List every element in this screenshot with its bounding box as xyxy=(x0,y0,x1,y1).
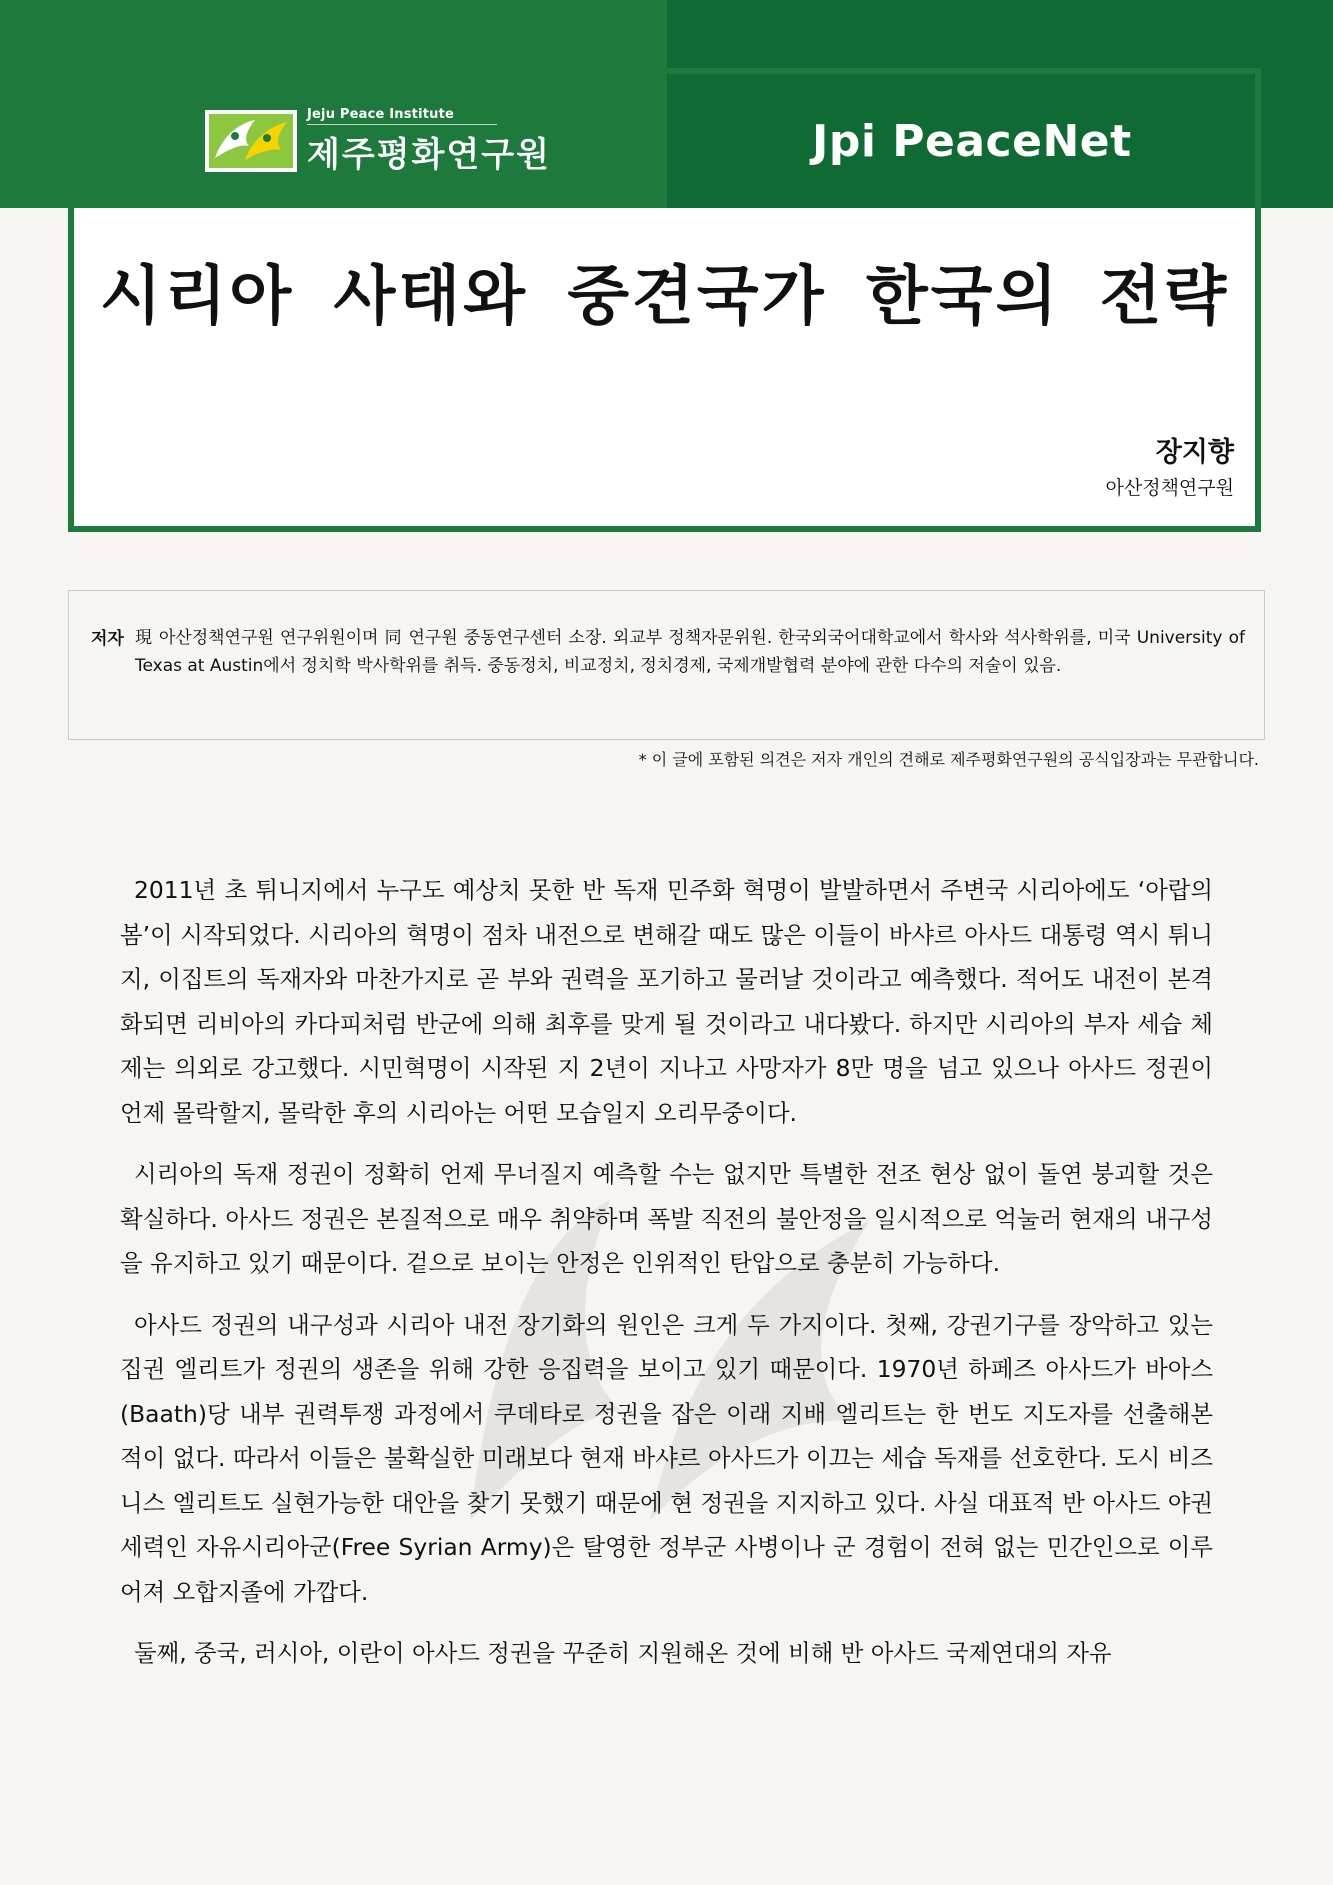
bio-label: 저자 xyxy=(91,629,124,649)
author-bio-box xyxy=(68,590,1265,740)
document-title: 시리아 사태와 중견국가 한국의 전략 xyxy=(99,260,1230,334)
peacenet-brand[interactable]: Jpi PeaceNet xyxy=(812,116,1132,167)
author-name: 장지향 xyxy=(1155,437,1234,468)
paragraph-4: 둘째, 중국, 러시아, 이란이 아사드 정권을 꾸준히 지원해온 것에 비해 반 아사드 국제연대의 자유 xyxy=(134,1639,1112,1667)
disclaimer: * 이 글에 포함된 의견은 저자 개인의 견해로 제주평화연구원의 공식입장과는 무관합니다. xyxy=(638,750,1259,769)
paragraph-1: 2011년 초 튀니지에서 누구도 예상치 못한 반 독재 민주화 혁명이 발발하면서 주변국 시리아에도 ‘아랍의 봄’이 시작되었다. 시리아의 혁명이 점차 내전으로 변해갈 때도 많은 이들이 바샤르 아사드 대통령 역시 튀니지, 이집트의 독재자와 마찬가지로 곧 부와 권력을 포기하고 물러날 것이라고 예측했다. 적어도 내전이 본격화되면 리비아의 카다피처럼 반군에 의해 최후를 맞게 될 것이라고 내다봤다. 하지만 시리아의 부자 세습 체제는 의외로 강고했다. 시민혁명이 시작된 지 2년이 지나고 사망자가 8만 명을 넘고 있으나 아사드 정권이 언제 몰락할지, 몰락한 후의 시리아는 어떤 모습일지 오리무중이다. xyxy=(120,876,1213,1127)
article-body xyxy=(120,868,1213,1693)
institute-logo[interactable] xyxy=(205,108,551,174)
bio-text: 現 아산정책연구원 연구위원이며 同 연구원 중동연구센터 소장. 외교부 정책자문위원. 한국외국어대학교에서 학사와 석사학위를, 미국 University of Texas at Austin에서 정치학 박사학위를 취득. 중동정치, 비교정치, 정치경제, 국제개발협력 분야에 관한 다수의 저술이 있음. xyxy=(135,628,1245,676)
jpi-bird-logo-icon xyxy=(205,110,297,172)
paragraph-3: 아사드 정권의 내구성과 시리아 내전 장기화의 원인은 크게 두 가지이다. 첫째, 강권기구를 장악하고 있는 집권 엘리트가 정권의 생존을 위해 강한 응집력을 보이고 있기 때문이다. 1970년 하페즈 아사드가 바아스(Baath)당 내부 권력투쟁 과정에서 쿠데타로 정권을 잡은 이래 지배 엘리트는 한 번도 지도자를 선출해본 적이 없다. 따라서 이들은 불확실한 미래보다 현재 바샤르 아사드가 이끄는 세습 독재를 선호한다. 도시 비즈니스 엘리트도 실현가능한 대안을 찾기 못했기 때문에 현 정권을 지지하고 있다. 사실 대표적 반 아사드 야권 세력인 자유시리아군(Free Syrian Army)은 탈영한 정부군 사병이나 군 경험이 전혀 없는 민간인으로 이루어져 오합지졸에 가깝다. xyxy=(120,1310,1213,1606)
institute-name-en: Jeju Peace Institute xyxy=(307,107,497,125)
paragraph-2: 시리아의 독재 정권이 정확히 언제 무너질지 예측할 수는 없지만 특별한 전조 현상 없이 돌연 붕괴할 것은 확실하다. 아사드 정권은 본질적으로 매우 취약하며 폭발 직전의 불안정을 일시적으로 억눌러 현재의 내구성을 유지하고 있기 때문이다. 겉으로 보이는 안정은 인위적인 탄압으로 충분히 가능하다. xyxy=(120,1160,1213,1277)
author-affiliation: 아산정책연구원 xyxy=(1105,477,1234,499)
institute-name xyxy=(307,107,551,176)
institute-name-ko: 제주평화연구원 xyxy=(307,134,551,175)
